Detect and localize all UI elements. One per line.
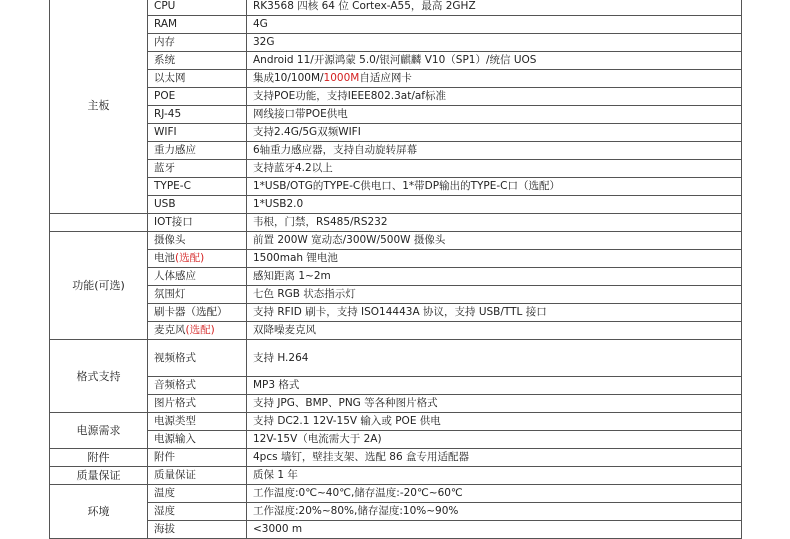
item-label: 海拔 xyxy=(148,521,247,539)
item-value: 支持2.4G/5G双频WIFI xyxy=(247,124,742,142)
item-value: 工作湿度:20%~80%,储存湿度:10%~90% xyxy=(247,503,742,521)
item-value: 支持 JPG、BMP、PNG 等各种图片格式 xyxy=(247,395,742,413)
item-value: 网线接口带POE供电 xyxy=(247,106,742,124)
table-row xyxy=(50,34,742,52)
item-label: RAM xyxy=(148,16,247,34)
item-label: POE xyxy=(148,88,247,106)
table-row xyxy=(50,431,742,449)
table-row xyxy=(50,214,742,232)
item-value: 工作温度:0℃~40℃,储存温度:-20℃~60℃ xyxy=(247,485,742,503)
item-value: 1500mah 锂电池 xyxy=(247,250,742,268)
table-row xyxy=(50,142,742,160)
item-label: 音频格式 xyxy=(148,377,247,395)
item-value: 支持蓝牙4.2以上 xyxy=(247,160,742,178)
item-value: 6轴重力感应器，支持自动旋转屏幕 xyxy=(247,142,742,160)
item-label: 摄像头 xyxy=(148,232,247,250)
item-value: 韦根，门禁，RS485/RS232 xyxy=(247,214,742,232)
item-label-text: 电池 xyxy=(154,252,175,264)
item-label: 刷卡器（选配） xyxy=(148,304,247,322)
group-label-mainboard: 主板 xyxy=(50,0,148,214)
item-label: 以太网 xyxy=(148,70,247,88)
optional-tag: (选配) xyxy=(175,252,205,264)
spec-table xyxy=(49,0,742,539)
item-label: 系统 xyxy=(148,52,247,70)
item-label xyxy=(148,322,247,340)
table-row xyxy=(50,178,742,196)
value-text: 自适应网卡 xyxy=(359,72,412,84)
table-row xyxy=(50,268,742,286)
table-row xyxy=(50,485,742,503)
table-row xyxy=(50,70,742,88)
group-label-empty xyxy=(50,214,148,232)
item-label: 电源输入 xyxy=(148,431,247,449)
item-value: 支持 DC2.1 12V-15V 输入或 POE 供电 xyxy=(247,413,742,431)
table-row xyxy=(50,521,742,539)
table-row xyxy=(50,340,742,377)
item-label: CPU xyxy=(148,0,247,16)
item-label: 温度 xyxy=(148,485,247,503)
item-label xyxy=(148,250,247,268)
table-row xyxy=(50,88,742,106)
item-label: 内存 xyxy=(148,34,247,52)
table-row xyxy=(50,106,742,124)
item-value: 1*USB2.0 xyxy=(247,196,742,214)
group-label-features: 功能(可选) xyxy=(50,232,148,340)
item-value: 七色 RGB 状态指示灯 xyxy=(247,286,742,304)
optional-tag: (选配) xyxy=(185,324,215,336)
item-label: USB xyxy=(148,196,247,214)
item-value: 支持 RFID 刷卡，支持 ISO14443A 协议，支持 USB/TTL 接口 xyxy=(247,304,742,322)
item-label: 图片格式 xyxy=(148,395,247,413)
item-value: 4G xyxy=(247,16,742,34)
table-row xyxy=(50,467,742,485)
table-row xyxy=(50,322,742,340)
item-label: 视频格式 xyxy=(148,340,247,377)
group-label-power: 电源需求 xyxy=(50,413,148,449)
table-row xyxy=(50,0,742,16)
item-label: 质量保证 xyxy=(148,467,247,485)
item-value: 4pcs 墙钉，壁挂支架、选配 86 盒专用适配器 xyxy=(247,449,742,467)
item-value: 双降噪麦克风 xyxy=(247,322,742,340)
item-label: IOT接口 xyxy=(148,214,247,232)
item-label-text: 麦克风 xyxy=(154,324,186,336)
table-row xyxy=(50,413,742,431)
table-row xyxy=(50,286,742,304)
item-value: 质保 1 年 xyxy=(247,467,742,485)
item-value: 支持 H.264 xyxy=(247,340,742,377)
item-value: 1*USB/OTG的TYPE-C供电口、1*带DP输出的TYPE-C口（选配） xyxy=(247,178,742,196)
table-row xyxy=(50,304,742,322)
table-row xyxy=(50,160,742,178)
group-label-formats: 格式支持 xyxy=(50,340,148,413)
item-value xyxy=(247,70,742,88)
table-row xyxy=(50,395,742,413)
value-text: 集成10/100M/ xyxy=(253,72,324,84)
item-label: 蓝牙 xyxy=(148,160,247,178)
item-label: TYPE-C xyxy=(148,178,247,196)
table-row xyxy=(50,124,742,142)
item-label: 人体感应 xyxy=(148,268,247,286)
group-label-environment: 环境 xyxy=(50,485,148,539)
item-label: 氛围灯 xyxy=(148,286,247,304)
item-value: RK3568 四核 64 位 Cortex-A55，最高 2GHZ xyxy=(247,0,742,16)
item-label: 重力感应 xyxy=(148,142,247,160)
item-value: 32G xyxy=(247,34,742,52)
group-label-warranty: 质量保证 xyxy=(50,467,148,485)
group-label-accessories: 附件 xyxy=(50,449,148,467)
item-label: WIFI xyxy=(148,124,247,142)
table-row xyxy=(50,449,742,467)
item-value: 前置 200W 宽动态/300W/500W 摄像头 xyxy=(247,232,742,250)
item-value: <3000 m xyxy=(247,521,742,539)
table-row xyxy=(50,232,742,250)
table-row xyxy=(50,377,742,395)
item-label: 湿度 xyxy=(148,503,247,521)
item-value: 12V-15V（电流需大于 2A) xyxy=(247,431,742,449)
item-label: 附件 xyxy=(148,449,247,467)
table-row xyxy=(50,503,742,521)
item-value: 感知距离 1~2m xyxy=(247,268,742,286)
item-value: 支持POE功能，支持IEEE802.3at/af标准 xyxy=(247,88,742,106)
table-row xyxy=(50,250,742,268)
table-row xyxy=(50,196,742,214)
item-label: RJ-45 xyxy=(148,106,247,124)
highlight-text: 1000M xyxy=(323,72,360,84)
table-row xyxy=(50,16,742,34)
table-row xyxy=(50,52,742,70)
item-label: 电源类型 xyxy=(148,413,247,431)
item-value: MP3 格式 xyxy=(247,377,742,395)
item-value: Android 11/开源鸿蒙 5.0/银河麒麟 V10（SP1）/统信 UOS xyxy=(247,52,742,70)
